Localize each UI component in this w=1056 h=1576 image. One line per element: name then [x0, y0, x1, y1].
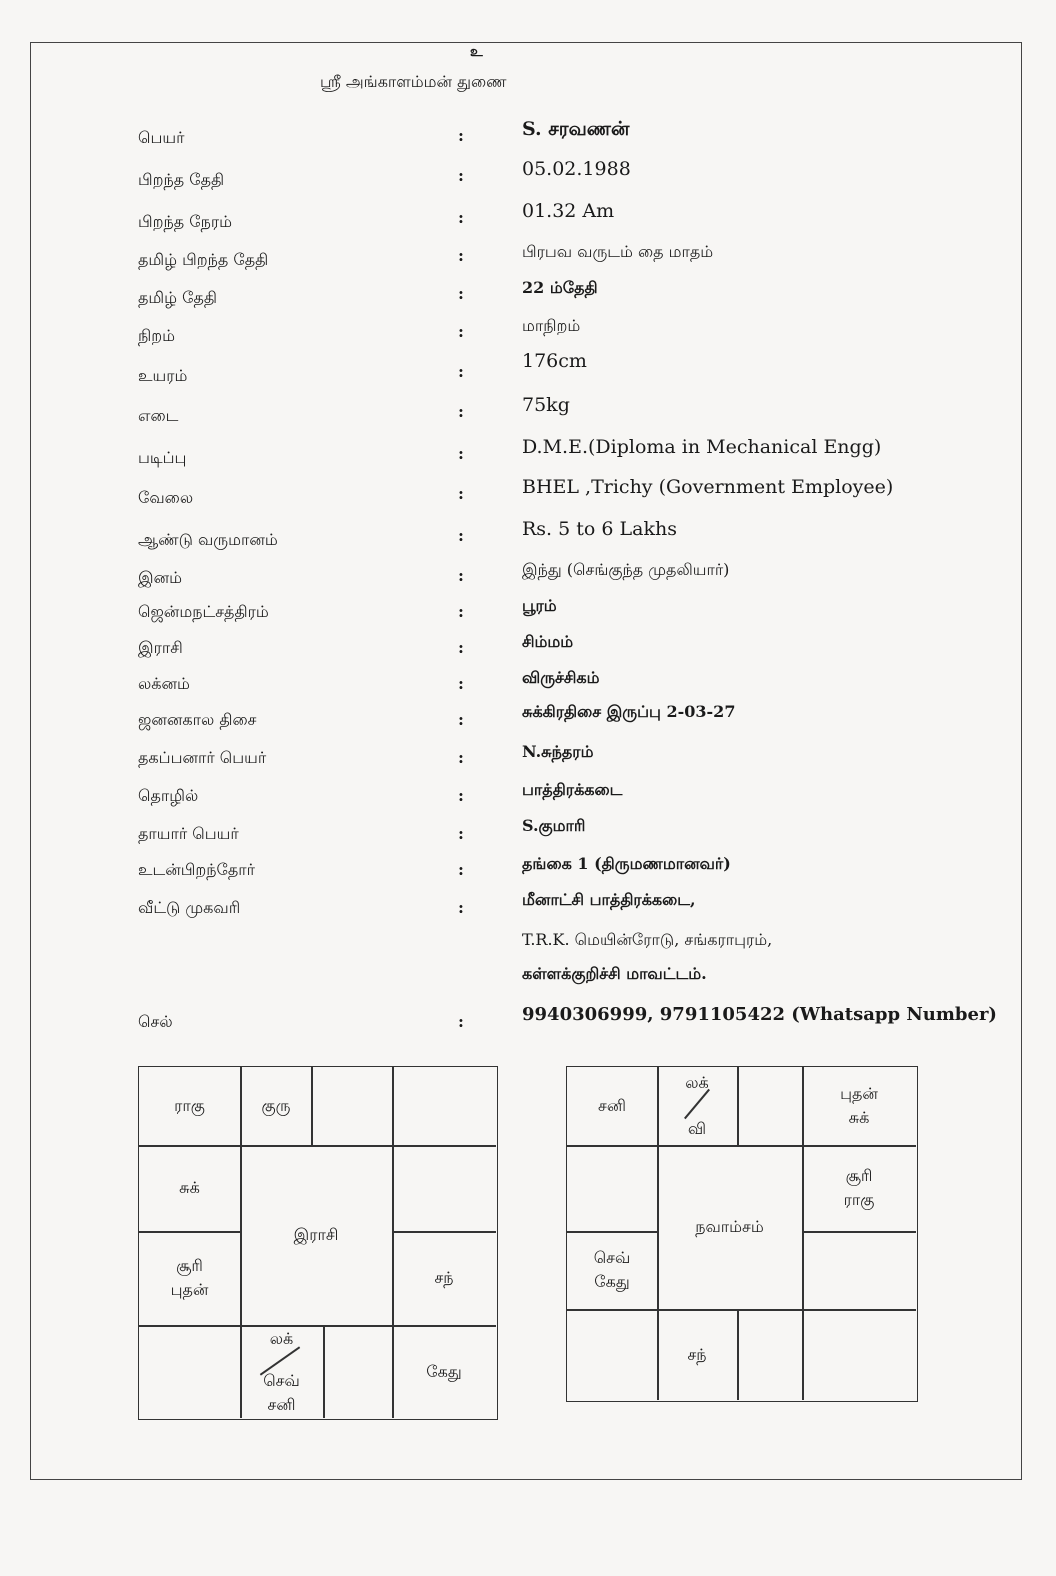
field-row	[0, 668, 1056, 704]
planet-label: ராகு	[174, 1096, 205, 1115]
rasi-cell	[139, 1145, 240, 1231]
field-label: எடை	[138, 406, 179, 425]
field-label: தமிழ் பிறந்த தேதி	[138, 250, 269, 269]
field-label: பிறந்த தேதி	[138, 170, 225, 189]
field-label: படிப்பு	[138, 448, 187, 467]
field-row	[0, 816, 1056, 854]
field-colon: :	[458, 484, 464, 503]
field-row	[0, 242, 1056, 276]
field-row	[0, 890, 1056, 928]
rasi-cell	[240, 1325, 323, 1418]
planet-label: சூரி	[176, 1256, 203, 1275]
navamsa-cell	[657, 1067, 737, 1145]
field-value: N.சுந்தரம்	[522, 742, 594, 761]
navamsa-cell	[802, 1067, 916, 1145]
phone-row	[0, 1004, 1056, 1042]
field-colon: :	[458, 402, 464, 421]
field-label: இராசி	[138, 638, 183, 657]
field-row	[0, 702, 1056, 740]
field-value: 22 ம்தேதி	[522, 278, 598, 297]
field-colon: :	[458, 602, 464, 621]
rasi-cell	[139, 1231, 240, 1325]
field-label: உயரம்	[138, 366, 188, 385]
field-label: லக்னம்	[138, 674, 190, 693]
field-label: தொழில்	[138, 786, 199, 805]
navamsa-cell	[567, 1067, 657, 1145]
planet-label: சனி	[598, 1096, 626, 1115]
field-value: இந்து (செங்குந்த முதலியார்)	[522, 560, 730, 579]
rasi-chart	[138, 1066, 498, 1420]
planet-label: சூரி	[845, 1166, 873, 1185]
field-colon: :	[458, 166, 464, 185]
field-value: மாநிறம்	[522, 316, 581, 335]
planet-label: புதன்	[840, 1084, 878, 1103]
field-value: BHEL ,Trichy (Government Employee)	[522, 476, 894, 498]
chart-title: இராசி	[293, 1225, 339, 1244]
planet-label: சனி	[267, 1395, 296, 1414]
planet-label: கேது	[594, 1272, 630, 1291]
field-value: 05.02.1988	[522, 158, 631, 180]
field-colon: :	[458, 208, 464, 227]
chart-title: நவாம்சம்	[695, 1217, 764, 1236]
address-line: கள்ளக்குறிச்சி மாவட்டம்.	[522, 964, 707, 983]
field-colon: :	[458, 246, 464, 265]
field-colon: :	[458, 126, 464, 145]
field-label: ஜென்மநட்சத்திரம்	[138, 602, 269, 621]
phone-colon: :	[458, 1012, 464, 1031]
planet-label: சுக்	[848, 1108, 870, 1127]
field-row	[0, 476, 1056, 514]
field-row	[0, 436, 1056, 474]
field-label: பிறந்த நேரம்	[138, 212, 233, 231]
field-colon: :	[458, 322, 464, 341]
planet-label: லக்	[269, 1329, 294, 1348]
phone-value: 9940306999, 9791105422 (Whatsapp Number)	[522, 1004, 997, 1025]
field-row	[0, 158, 1056, 196]
field-value: பூரம்	[522, 596, 557, 615]
rasi-cell	[392, 1231, 496, 1325]
rasi-cell	[240, 1067, 312, 1145]
rasi-cell	[139, 1067, 240, 1145]
field-row	[0, 780, 1056, 816]
field-colon: :	[458, 824, 464, 843]
field-row	[0, 200, 1056, 238]
header-blessing: ஸ்ரீ அங்காளம்மன் துணை	[320, 72, 507, 91]
navamsa-chart	[566, 1066, 918, 1402]
field-row	[0, 560, 1056, 596]
field-row	[0, 518, 1056, 556]
field-label: நிறம்	[138, 326, 176, 345]
field-label: தாயார் பெயர்	[138, 824, 239, 843]
field-row	[0, 596, 1056, 632]
field-value: மீனாட்சி பாத்திரக்கடை,	[522, 890, 696, 909]
planet-label: செவ்	[263, 1371, 300, 1390]
header-symbol: உ	[470, 44, 483, 60]
field-colon: :	[458, 526, 464, 545]
planet-label: கேது	[426, 1361, 462, 1381]
field-value: 01.32 Am	[522, 200, 615, 222]
field-colon: :	[458, 748, 464, 767]
field-row	[0, 632, 1056, 668]
field-value: விருச்சிகம்	[522, 668, 600, 687]
field-value: 75kg	[522, 394, 570, 416]
planet-label: புதன்	[170, 1280, 209, 1299]
field-row	[0, 118, 1056, 154]
planet-label: சந்	[434, 1268, 454, 1287]
rasi-center	[240, 1145, 392, 1325]
field-value: பிரபவ வருடம் தை மாதம்	[522, 242, 714, 261]
navamsa-cell	[802, 1145, 916, 1231]
field-colon: :	[458, 710, 464, 729]
planet-label: லக்	[685, 1073, 709, 1092]
field-colon: :	[458, 786, 464, 805]
grid-line	[567, 1309, 916, 1311]
field-label: தகப்பனார் பெயர்	[138, 748, 267, 767]
field-row	[0, 854, 1056, 890]
navamsa-cell	[567, 1231, 657, 1309]
field-colon: :	[458, 638, 464, 657]
field-value: சுக்கிரதிசை இருப்பு 2-03-27	[522, 702, 736, 721]
field-label: இனம்	[138, 568, 182, 587]
field-value: சிம்மம்	[522, 632, 574, 651]
field-colon: :	[458, 444, 464, 463]
field-value: S. சரவணன்	[522, 118, 630, 140]
field-row	[0, 394, 1056, 432]
navamsa-center	[657, 1145, 802, 1309]
field-colon: :	[458, 566, 464, 585]
planet-label: செவ்	[593, 1248, 631, 1267]
grid-line	[737, 1067, 739, 1145]
field-value: D.M.E.(Diploma in Mechanical Engg)	[522, 436, 882, 458]
field-label: வீட்டு முகவரி	[138, 898, 241, 917]
field-row	[0, 742, 1056, 778]
rasi-cell	[392, 1325, 496, 1418]
field-label: பெயர்	[138, 128, 185, 147]
field-row	[0, 278, 1056, 314]
field-value: தங்கை 1 (திருமணமானவர்)	[522, 854, 731, 873]
field-value: S.குமாரி	[522, 816, 586, 835]
planet-label: சுக்	[179, 1178, 200, 1197]
grid-line	[737, 1309, 739, 1400]
field-label: வேலை	[138, 488, 194, 507]
field-value: 176cm	[522, 350, 587, 372]
field-label: தமிழ் தேதி	[138, 288, 218, 307]
field-label: ஆண்டு வருமானம்	[138, 530, 278, 549]
field-colon: :	[458, 362, 464, 381]
field-colon: :	[458, 284, 464, 303]
field-colon: :	[458, 860, 464, 879]
field-value: பாத்திரக்கடை	[522, 780, 623, 799]
planet-label: குரு	[261, 1096, 291, 1115]
navamsa-cell	[657, 1309, 737, 1400]
grid-line	[323, 1325, 325, 1418]
phone-label: செல்	[138, 1012, 173, 1031]
field-colon: :	[458, 674, 464, 693]
field-row	[0, 350, 1056, 392]
grid-line	[802, 1231, 916, 1233]
address-line: T.R.K. மெயின்ரோடு, சங்கராபுரம்,	[522, 930, 773, 949]
planet-label: வி	[687, 1119, 707, 1138]
planet-label: சந்	[687, 1344, 707, 1364]
field-row	[0, 316, 1056, 352]
field-label: ஜனனகால திசை	[138, 710, 257, 729]
field-label: உடன்பிறந்தோர்	[138, 860, 256, 879]
field-value: Rs. 5 to 6 Lakhs	[522, 518, 677, 540]
field-colon: :	[458, 898, 464, 917]
planet-label: ராகு	[843, 1190, 875, 1209]
